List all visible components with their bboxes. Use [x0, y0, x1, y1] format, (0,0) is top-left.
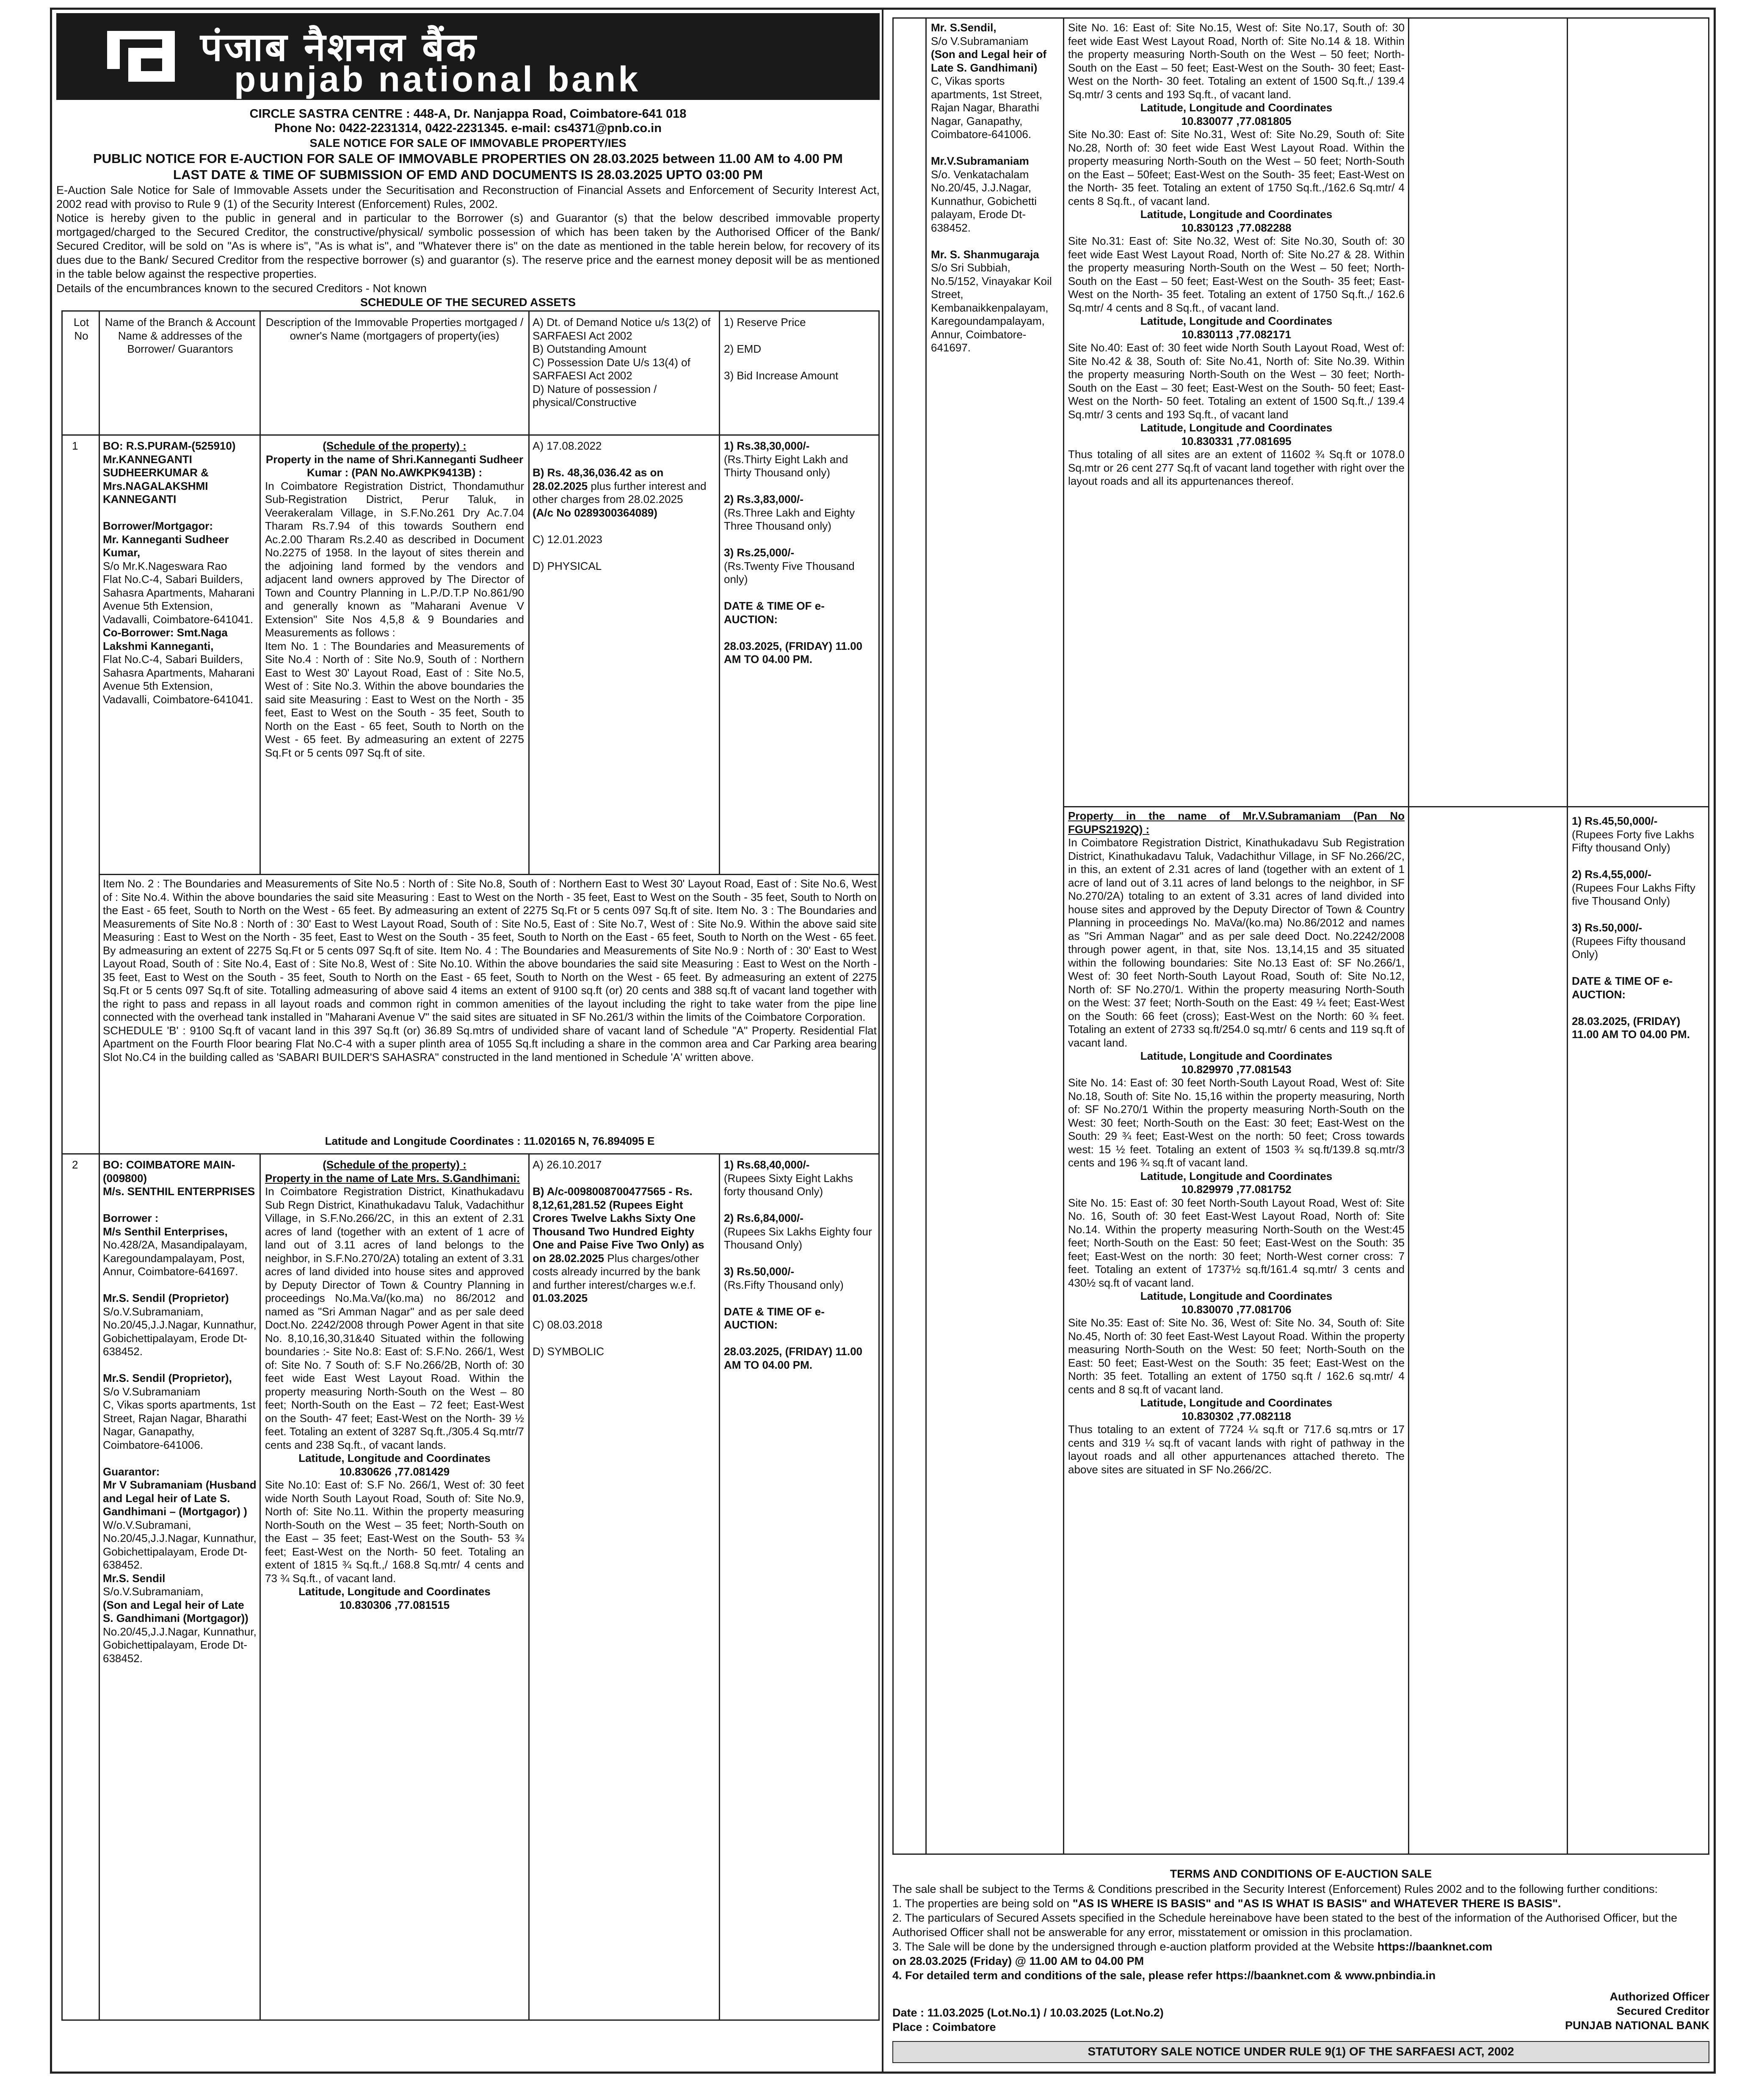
heir-sendil-name: Mr. S.Sendil,	[931, 21, 997, 34]
lot2-outstanding: B) A/c-0098008700477565 - Rs. 8,12,61,281.52 (Rupees Eight Crores Twelve Lakhs Sixty One Thousand Two Hundred Eighty One and Paise Five Two Only) as on 28.02.2025	[533, 1185, 704, 1265]
coords-site15: Latitude, Longitude and Coordinates 10.830070 ,77.081706	[1140, 1290, 1333, 1316]
lot2b-auction-label: DATE & TIME OF e-AUCTION:	[1572, 975, 1673, 1001]
lot1-owner: Property in the name of Shri.Kanneganti Sudheer Kumar : (PAN No.AWKPK9413B) :	[265, 453, 524, 479]
terms-item-3-time: on 28.03.2025 (Friday) @ 11.00 AM to 04.00 PM	[892, 1955, 1144, 1967]
lot1-branch-cell	[103, 439, 257, 871]
heir-shanmugaraja-address: S/o Sri Subbiah, No.5/152, Vinayakar Koil Street, Kembanaikkenpalayam, Karegoundampalayam, Annur, Coimbatore-641697.	[931, 261, 1052, 354]
lot2-number: 2	[72, 1158, 78, 1171]
lot2-guarantor-address: W/o.V.Subramani, No.20/45,J.J.Nagar, Kunnathur, Gobichettipalayam, Erode Dt-638452.	[103, 1518, 257, 1571]
terms-item-2: 2. The particulars of Secured Assets specified in the Schedule hereinabove have been stated to the best of the information of the Authorised Officer, but the Authorised Officer shall not be answerable for any error, misstatement or omission in this proclamation.	[892, 1911, 1678, 1939]
heir-sendil-address-2: C, Vikas sports apartments, 1st Street, Rajan Nagar, Bharathi Nagar, Ganapathy, Coimbatore-641006.	[931, 75, 1043, 141]
lot1-items-2-4: Item No. 2 : The Boundaries and Measurements of Site No.5 : North of : Site No.8, South of : Northern East to West 30' Layout Road, East of : Site No.6, West of : Site No.4. Within the above boundaries the said site Measuring : East to West on the North - 35 feet, East to West on the South - 35 feet, South to North on the East - 65 feet, South to North on the West - 65 feet. By admeasuring an extent of 2275 Sq.Ft or 5 cents 097 Sq.ft of site. Item No. 3 : The Boundaries and Measurements of Site No.8 : North of : 30' East to West Layout Road, South of : Site No.5, East of : Site No.7, West of : Site No.9. Within the above said site Measuring : East to West on the North - 35 feet, East to West on the South - 35 feet, South to North on the East - 65 feet, South to North on the West - 65 feet. By admeasuring an extent of 2275 Sq.Ft or 5 cents 097 Sq.ft of site. Item No. 4 : The Boundaries and Measurements of Site No.9 : North of : 30' East to West Layout Road, South of : Site No.4, East of : Site No.8, West of : Site No.10. Within the above boundaries the said site Measuring : East to West on the North - 35 feet, East to West on the South - 35 feet, South to North on the East - 65 feet, South to North on the West - 65 feet. By admeasuring an extent of 2275 Sq.Ft or 5 cents 097 Sq.ft of site. Totalling admeasuring of above said 4 items an extent of 9100 sq.ft (or) 20 cents and 388 sq.ft of vacant land together with the right to pass and repass in all layout roads and common right in common amenities of the layout including the right to take water from the pipe line connected with the overhead tank installed in "Maharani Avenue V" the said sites are situated in SF No.261/3 within the limits of the Coimbatore Corporation.	[103, 877, 877, 1023]
terms-item-3	[892, 1939, 1709, 1968]
lot1-item1: Item No. 1 : The Boundaries and Measurements of Site No.4 : North of : Site No.9, South of : Northern East to West 30' Layout Road, East of : Site No.5, West of : Site No.3. Within the above boundaries the said site Measuring : East to West on the North - 35 feet, East to West on the South - 35 feet, South to North on the East - 65 feet, South to North on the West - 65 feet. By admeasuring an extent of 2275 Sq.Ft or 5 cents 097 Sq.ft of site.	[265, 639, 524, 759]
lot2-guarantor: Guarantor: Mr V Subramaniam (Husband and Legal heir of Late S. Gandhimani – (Mortgagor) )	[103, 1465, 257, 1518]
lot1-schedule-head: (Schedule of the property) :	[323, 439, 467, 452]
public-notice-title: PUBLIC NOTICE FOR E-AUCTION FOR SALE OF IMMOVABLE PROPERTIES ON 28.03.2025 between 11.00 AM to 4.00 PM	[93, 151, 843, 166]
lot2-sites-cell-1	[1068, 21, 1405, 804]
column-divider	[882, 10, 883, 2072]
heir-sendil-label: (Son and Legal heir of Late S. Gandhimani)	[931, 48, 1047, 74]
lot1-bid-increase: 3) Rs.25,000/-	[724, 546, 795, 559]
lot1-outstanding-note: plus further interest and other charges from 28.02.2025	[533, 479, 707, 505]
lot2-heir-address-1: S/o.V.Subramaniam,	[103, 1585, 204, 1598]
notice-date: Date : 11.03.2025 (Lot.No.1) / 10.03.2025 (Lot.No.2)	[892, 2006, 1164, 2019]
total-2: Thus totaling to an extent of 7724 ¼ sq.ft or 717.6 sq.mtrs or 17 cents and 319 ¼ sq.ft of vacant lands with right of pathway in the layout roads and all other appurtenances attached thereto. The above sites are situated in SF No.266/2C.	[1068, 1423, 1405, 1476]
lot2-emd-words: (Rupees Six Lakhs Eighty four Thousand Only)	[724, 1225, 872, 1251]
lot2b-reserve-price: 1) Rs.45,50,000/-	[1572, 815, 1658, 827]
lot2-owner: Property in the name of Late Mrs. S.Gandhimani:	[265, 1171, 520, 1185]
header-lot: Lot No	[73, 316, 89, 342]
lot2-branch-cell	[103, 1158, 257, 2018]
lot1-outstanding: B) Rs. 48,36,036.42 as on 28.02.2025	[533, 466, 664, 492]
site35: Site No.35: East of: Site No. 36, West of: Site No. 34, South of: Site No.45, North of: 30 feet East-West Layout Road. Within the property measuring North-South on the West: 50 feet; North-South on the East: 50 feet; East-West on the South: 35 feet; East-West on the North: 35 feet. Totalling an extent of 1750 sq.ft / 162.6 sq.mtr/ 4 cents and 8 sq.ft of vacant land.	[1068, 1316, 1405, 1396]
lot1-demand-date: A) 17.08.2022	[533, 439, 602, 452]
left-column	[56, 13, 880, 2066]
lot2-reserve-words: (Rupees Sixty Eight Lakhs forty thousand Only)	[724, 1171, 853, 1198]
lot1-possession-nature: D) PHYSICAL	[533, 559, 602, 572]
lot1-account: (A/c No 0289300364089)	[533, 506, 657, 519]
lot2-proprietor-1: Mr.S. Sendil (Proprietor)	[103, 1292, 229, 1304]
lot1-coordinates: Latitude and Longitude Coordinates : 11.020165 N, 76.894095 E	[325, 1135, 655, 1147]
schedule-table-continued	[892, 17, 1709, 1855]
lot2-site10: Site No.10: East of: S.F No. 266/1, West of: 30 feet wide North South Layout Road, South of: Site No.9, North of: Site No.11. Within the property measuring North-South on the West – 35 feet; North-South on the East – 35 feet; East-West on the South- 53 ¾ feet; East-West on the North- 50 feet. Totaling an extent of 1815 ¾ Sq.ft.,/ 168.8 Sq.mtr/ 4 cents and 73 ¾ Sq.ft., of vacant land.	[265, 1478, 524, 1585]
owner-subramaniam: Property in the name of Mr.V.Subramaniam (Pan No FGUPS2192Q) :	[1068, 809, 1405, 836]
schedule-table	[61, 310, 880, 2021]
lot2b-emd: 2) Rs.4,55,000/-	[1572, 868, 1651, 881]
bank-name-hindi: पंजाब नैशनल बैंक	[200, 25, 478, 70]
coords-site16: Latitude, Longitude and Coordinates 10.830077 ,77.081805	[1140, 101, 1333, 127]
pnb-emblem-icon	[99, 22, 183, 90]
total-1: Thus totaling of all sites are an extent of 11602 ¾ Sq.ft or 1078.0 Sq.mtr or 26 cent 277 Sq.ft of vacant land together with right over the layout roads and all its appurtenances thereof.	[1068, 448, 1405, 487]
bank-contact: Phone No: 0422-2231314, 0422-2231345. e-mail: cs4371@pnb.co.in	[274, 122, 662, 135]
lot1-possession-date: C) 12.01.2023	[533, 533, 602, 546]
lot2b-emd-words: (Rupees Four Lakhs Fifty five Thousand Only)	[1572, 881, 1695, 907]
signature-creditor: Secured Creditor	[1616, 2005, 1709, 2017]
lot2-borrower-address: No.428/2A, Masandipalayam, Karegoundampalayam, Post, Annur, Coimbatore-641697.	[103, 1238, 248, 1278]
bank-address: CIRCLE SASTRA CENTRE : 448-A, Dr. Nanjappa Road, Coimbatore-641 018	[249, 107, 687, 121]
lot2-branch: BO: COIMBATORE MAIN-(009800) M/s. SENTHIL ENTERPRISES	[103, 1158, 255, 1198]
lot1-auction-date: 28.03.2025, (FRIDAY) 11.00 AM TO 04.00 PM.	[724, 639, 863, 666]
coords-site35: Latitude, Longitude and Coordinates 10.830302 ,77.082118	[1140, 1396, 1333, 1423]
schedule-title: SCHEDULE OF THE SECURED ASSETS	[360, 296, 576, 309]
terms-intro: The sale shall be subject to the Terms & Conditions prescribed in the Security Interest (Enforcement) Rules 2002 and to the following further conditions:	[892, 1883, 1658, 1895]
lot1-coborrower-address: Flat No.C-4, Sabari Builders, Sahasra Apartments, Maharani Avenue 5th Extension, Vadavalli, Coimbatore-641041.	[103, 653, 255, 706]
lot2-auction-label: DATE & TIME OF e-AUCTION:	[724, 1305, 825, 1331]
lot1-coborrower: Co-Borrower: Smt.Naga Lakshmi Kanneganti,	[103, 626, 228, 652]
lot2-proprietor-1-address: S/o.V.Subramaniam, No.20/45,J.J.Nagar, Kunnathur, Gobichettipalayam, Erode Dt-638452.	[103, 1305, 257, 1358]
intro-paragraph-1: E-Auction Sale Notice for Sale of Immovable Assets under the Securitisation and Reconstruction of Financial Assets and Enforcement of Security Interest Act, 2002 read with proviso to Rule 9 (1) of the Security Interest (Enforcement) Rules, 2002.	[56, 184, 880, 210]
site40: Site No.40: East of: 30 feet wide North South Layout Road, West of: Site No.42 & 38, South of: Site No.41, North of: Site No.39. Within the property measuring North-South on the West – 30 feet; North-South on the East – 30 feet; East-West on the South- 50 feet; East-West on the North- 50 feet. Totaling an extent of 1500 Sq.ft.,/ 139.4 Sq.mtr/ 3 cents and 193 Sq.ft., of vacant land	[1068, 341, 1405, 421]
statutory-notice-bar: STATUTORY SALE NOTICE UNDER RULE 9(1) OF THE SARFAESI ACT, 2002	[892, 2041, 1709, 2063]
lot2-outstanding-note: Plus charges/other costs already incurred by the bank and further interest/charges w.e.f.	[533, 1251, 700, 1291]
lot2b-bid-increase: 3) Rs.50,000/-	[1572, 921, 1643, 934]
sale-notice-title: SALE NOTICE FOR SALE OF IMMOVABLE PROPERTY/IES	[309, 137, 627, 149]
lot1-schedule-b: SCHEDULE 'B' : 9100 Sq.ft of vacant land in this 397 Sq.ft (or) 36.89 Sq.mtrs of undivided share of vacant land of Schedule "A" Property. Residential Flat Apartment on the Fourth Floor bearing Flat No.C-4 with a super plinth area of 1055 Sq.ft including a share in the common area and Car Parking area bearing Slot No.C4 in the building called as 'SABARI BUILDER'S SAHASRA" constructed in the land mentioned in Schedule 'A' written above.	[103, 1024, 877, 1063]
signature-bank: PUNJAB NATIONAL BANK	[1565, 2019, 1709, 2032]
coords-site13: Latitude, Longitude and Coordinates 10.829970 ,77.081543	[1140, 1050, 1333, 1076]
lot2-possession-nature: D) SYMBOLIC	[533, 1345, 605, 1358]
site30: Site No.30: East of: Site No.31, West of: Site No.29, South of: Site No.28, North of: 30 feet wide East West Layout Road. Within the property measuring North-South on the West – 50 feet; North-South on the East – 50feet; East-West on the South- 35 feet; East-West on the North- 35 feet. Totaling an extent of 1750 Sq.ft.,/162.6 Sq.mtr/ 4 cents 8 Sq.ft., of vacant land.	[1068, 128, 1405, 207]
baanknet-link[interactable]: https://baanknet.com	[1377, 1940, 1493, 1953]
lot2-emd: 2) Rs.6,84,000/-	[724, 1212, 803, 1224]
coords-site31: Latitude, Longitude and Coordinates 10.830113 ,77.082171	[1140, 315, 1333, 341]
site15: Site No. 15: East of: 30 feet North-South Layout Road, West of: Site No. 16, South of: 30 feet East-West Layout Road, North of: Site No.14. Within the property measuring North-South on the West:45 feet; North-South on the East: 50 feet; East-West on the South: 35 feet; East-West on the north: 30 feet; North-West corner cross: 7 feet. Totaling an extent of 1737½ sq.ft/161.4 sq.mtr/ 3 cents and 430½ sq.ft of vacant land.	[1068, 1196, 1405, 1289]
header-branch: Name of the Branch & Account Name & addresses of the Borrower/ Guarantors	[105, 316, 256, 355]
signature-officer: Authorized Officer	[1609, 1990, 1709, 2003]
lot1-borrower-address: S/o Mr.K.Nageswara Rao Flat No.C-4, Sabari Builders, Sahasra Apartments, Maharani Avenue 5th Extension, Vadavalli, Coimbatore-641041.	[103, 559, 255, 626]
lot2b-reserve-cell	[1572, 815, 1707, 1196]
lot2-coords-site8: Latitude, Longitude and Coordinates 10.830626 ,77.081429	[298, 1452, 491, 1478]
lot2-heir-label: (Son and Legal heir of Late S. Gandhimani (Mortgagor))	[103, 1598, 248, 1624]
terms-item-4	[892, 1968, 1709, 1983]
lot1-number: 1	[72, 439, 78, 452]
lot1-reserve-cell	[724, 439, 876, 871]
heir-sendil-address-1: S/o V.Subramaniam	[931, 34, 1029, 47]
lot1-items-continued	[103, 877, 877, 1131]
lot2-coords-site10: Latitude, Longitude and Coordinates 10.830306 ,77.081515	[298, 1585, 491, 1611]
header-demand: A) Dt. of Demand Notice u/s 13(2) of SARFAESI Act 2002 B) Outstanding Amount C) Possession Date U/s 13(4) of SARFAESI Act 2002 D) Nature of possession / physical/Constructive	[533, 316, 711, 409]
header-reserve: 1) Reserve Price 2) EMD 3) Bid Increase Amount	[724, 316, 839, 382]
terms-item-4-text: 4. For detailed term and conditions of the sale, please refer	[892, 1969, 1216, 1982]
lot2-description: In Coimbatore Registration District, Kinathukadavu Sub Regn District, Kinathukadavu Taluk, Vadachithur Village, in S.F.No.266/2C, in this an extent of 2.31 acres of land (together with an extent of 1 acre of land out of 3.11 acres of land belongs to the neighbor, in S.F.No.270/2A) totaling an extent of 3.31 acres of land divided into house sites and approved by Deputy Director of Town & Country Planning in proceedings No.Ma.Va/(ko.ma) no 86/2012 and named as "Sri Amman Nagar" and as per sale deed Doct.No. 2242/2008 through Power Agent in that site No. 8,10,16,30,31&40 Situated within the following boundaries :- Site No.8: East of: S.F.No. 266/1, West of: Site No. 7 South of: S.F No.266/2B, North of: 30 feet wide East West Layout Road. Within the property measuring North-South on the West – 80 feet; North-South on the East – 72 feet; East-West on the South- 47 feet; East-West on the North- 39 ½ feet. Totaling an extent of 3287 Sq.ft.,/305.4 Sq.mtr/7 cents and 238 Sq.ft., of vacant lands.	[265, 1185, 524, 1451]
lot1-description: In Coimbatore Registration District, Thondamuthur Sub-Registration District, Perur Taluk, in Veerakeralam Village, in S.F.No.261 Dry Ac.7.04 Tharam Rs.7.94 of this towards Southern end Ac.2.00 Tharam Rs.2.40 as described in Document No.2275 of 1958. In the layout of sites therein and the adjoining land formed by the vendors and adjacent land owners approved by The Director of Town and Country Planning in L.P./D.T.P No.861/90 and generally known as "Maharani Avenue V Extension" Site Nos 4,5,8 & 9 Boundaries and Measurements as follows :	[265, 479, 524, 639]
coords-site30: Latitude, Longitude and Coordinates 10.830123 ,77.082288	[1140, 208, 1333, 234]
heir-shanmugaraja-name: Mr. S. Shanmugaraja	[931, 248, 1039, 261]
lot2-reserve-price: 1) Rs.68,40,000/-	[724, 1158, 810, 1171]
lot2b-bid-words: (Rupees Fifty thousand Only)	[1572, 934, 1686, 961]
lot1-borrower-names: BO: R.S.PURAM-(525910) Mr.KANNEGANTI SUDHEERKUMAR & Mrs.NAGALAKSHMI KANNEGANTI Borrower/Mortgagor: Mr. Kanneganti Sudheer Kumar,	[103, 439, 236, 559]
lot2-bid-words: (Rs.Fifty Thousand only)	[724, 1278, 844, 1291]
intro-paragraph-2: Notice is hereby given to the public in general and in particular to the Borrower (s) and Guarantor (s) that the below described immovable property mortgaged/charged to the Secured Creditor, the constructive/physical/ symbolic possession of which has been taken by the Authorised Officer of the Bank/ Secured Creditor, will be sold on "As is where is", "As is what is", and "Whatever there is" on the date as mentioned in the table herein below, for recovery of its dues due to the Bank/ Secured Creditor from the respective borrower (s) and guarantor (s). The reserve price and the earnest money deposit will be as mentioned in the table below against the respective properties.	[56, 212, 880, 280]
heir-subramaniam-name: Mr.V.Subramaniam	[931, 155, 1029, 167]
notice-place: Place : Coimbatore	[892, 2021, 996, 2033]
lot2-heir-address-2: No.20/45,J.J.Nagar, Kunnathur, Gobichettipalayam, Erode Dt-638452.	[103, 1625, 257, 1665]
lot2-demand-date: A) 26.10.2017	[533, 1158, 602, 1171]
lot1-emd-words: (Rs.Three Lakh and Eighty Three Thousand only)	[724, 506, 855, 532]
lot2-auction-date: 28.03.2025, (FRIDAY) 11.00 AM TO 04.00 PM.	[724, 1345, 863, 1371]
site16: Site No. 16: East of: Site No.15, West of: Site No.17, South of: 30 feet wide East West Layout Road, North of: Site No.14 & 18. Within the property measuring North-South on the West – 50 feet; North-South on the East – 50 feet; East-West on the South- 30 feet; East-West on the North- 30 feet. Totaling an extent of 1500 Sq.ft.,/ 139.4 Sq.mtr/ 3 cents and 193 Sq.ft., of vacant land.	[1068, 21, 1405, 101]
lot2-description-cell	[265, 1158, 524, 2018]
lot2-reserve-cell	[724, 1158, 876, 2018]
site13: In Coimbatore Registration District, Kinathukadavu Sub Registration District, Kinathukadavu Taluk, Vadachithur Village, in SF No.266/2C, in this, an extent of 2.31 acres of land (together with an extent of 1 acre of land out of 3.11 acres of land belongs to the neighbor, in SF No.270/2A) totaling to an extent of 3.31 acres of land divided into house sites and approved by the Deputy Director of Town & Country Planning in proceedings No. MaVa/(ko.ma) No.86/2012 and names as "Sri Amman Nagar" and as per sale deed Doct. No.2242/2008 through power agent, in that, site Nos. 13,14,15 and 35 situated within the following boundaries: Site No.13 East of: SF No.266/1, West of: 30 feet North-South Layout Road, South of: Site No.12, North of: SF No.270/1. Within the property measuring North-South on the West: 37 feet; North-South on the East: 49 ¼ feet; East-West on the South: 66 feet (cross); East-West on the North: 60 ¾ feet. Totaling an extent of 2733 sq.ft/254.0 sq.mtr/ 6 cents and 119 sq.ft of vacant land.	[1068, 836, 1405, 1049]
terms-links[interactable]: https://baanknet.com & www.pnbindia.in	[1215, 1969, 1436, 1982]
lot1-demand-cell	[533, 439, 717, 871]
lot2-heirs-cell	[931, 21, 1060, 868]
lot2-proprietor-2-address: S/o V.Subramaniam C, Vikas sports apartments, 1st Street, Rajan Nagar, Bharathi Nagar, Ganapathy, Coimbatore-641006.	[103, 1385, 256, 1451]
site31: Site No.31: East of: Site No.32, West of: Site No.30, South of: 30 feet wide East West Layout Road, North of: Site No.27 & 28. Within the property measuring North-South on the West – 50 feet; North-South on the East – 50 feet; East-West on the South- 35 feet; East-West on the North- 35 feet. Totaling an extent of 1750 Sq.ft.,/ 162.6 Sq.mtr/ 4 cents and 8 Sq.ft., of vacant land.	[1068, 235, 1405, 314]
terms-item-1-text: 1. The properties are being sold on	[892, 1897, 1073, 1910]
lot1-reserve-words: (Rs.Thirty Eight Lakh and Thirty Thousand only)	[724, 453, 848, 479]
bank-logo-banner	[56, 13, 880, 100]
lot1-auction-label: DATE & TIME OF e-AUCTION:	[724, 599, 825, 626]
lot2-borrower: Borrower : M/s Senthil Enterprises,	[103, 1212, 228, 1238]
lot2-proprietor-2: Mr.S. Sendil (Proprietor),	[103, 1372, 232, 1384]
lot1-emd: 2) Rs.3,83,000/-	[724, 493, 803, 505]
lot2-schedule-head: (Schedule of the property) :	[323, 1158, 467, 1171]
notice-page	[50, 8, 1716, 2074]
lot2-possession-date: C) 08.03.2018	[533, 1318, 602, 1331]
terms-title: TERMS AND CONDITIONS OF E-AUCTION SALE	[1170, 1867, 1432, 1880]
lot2-interest-date: 01.03.2025	[533, 1292, 588, 1304]
lot2b-reserve-words: (Rupees Forty five Lakhs Fifty thousand Only)	[1572, 828, 1695, 854]
coords-site14: Latitude, Longitude and Coordinates 10.829979 ,77.081752	[1140, 1169, 1333, 1196]
lot1-description-cell	[265, 439, 524, 871]
lot2b-auction-date: 28.03.2025, (FRIDAY) 11.00 AM TO 04.00 PM.	[1572, 1014, 1690, 1041]
lot1-bid-words: (Rs.Twenty Five Thousand only)	[724, 559, 855, 586]
site14: Site No. 14: East of: 30 feet North-South Layout Road, West of: Site No.18, South of: Site No. 15,16 within the property measuring, North of: SF No.270/1 Within the property measuring North-South on the West: 30 feet; North-South on the East: 30 feet; East-West on the South: 29 ¾ feet; East-West on the north: 50 feet; Cross towards west: 15 ½ feet. Totaling an extent of 1503 ¾ sq.ft/139.8 sq.mtr/3 cents and 196 ¾ sq.ft of vacant land.	[1068, 1076, 1405, 1169]
coords-site40: Latitude, Longitude and Coordinates 10.830331 ,77.081695	[1140, 421, 1333, 447]
lot2-heir-name: Mr.S. Sendil	[103, 1572, 166, 1585]
header-description: Description of the Immovable Properties mortgaged / owner's Name (mortgagers of property(ies)	[265, 316, 524, 342]
lot2-sites-cell-2	[1068, 809, 1405, 1851]
heir-subramaniam-address: S/o. Venkatachalam No.20/45, J.J.Nagar, Kunnathur, Gobichetti palayam, Erode Dt-638452.	[931, 168, 1037, 234]
terms-item-1-basis: "AS IS WHERE IS BASIS" and "AS IS WHAT IS BASIS" and WHATEVER THERE IS BASIS".	[1072, 1897, 1561, 1910]
bank-name-english: punjab national bank	[234, 59, 641, 99]
lot2-bid-increase: 3) Rs.50,000/-	[724, 1265, 795, 1278]
terms-item-1	[892, 1896, 1709, 1911]
right-column	[892, 13, 1714, 2066]
lot1-reserve-price: 1) Rs.38,30,000/-	[724, 439, 810, 452]
terms-item-3-text: 3. The Sale will be done by the undersigned through e-auction platform provided at the Website	[892, 1940, 1378, 1953]
last-date-title: LAST DATE & TIME OF SUBMISSION OF EMD AND DOCUMENTS IS 28.03.2025 UPTO 03:00 PM	[173, 167, 763, 182]
lot2-demand-cell	[533, 1158, 717, 2018]
encumbrance-note: Details of the encumbrances known to the secured Creditors - Not known	[56, 282, 427, 295]
